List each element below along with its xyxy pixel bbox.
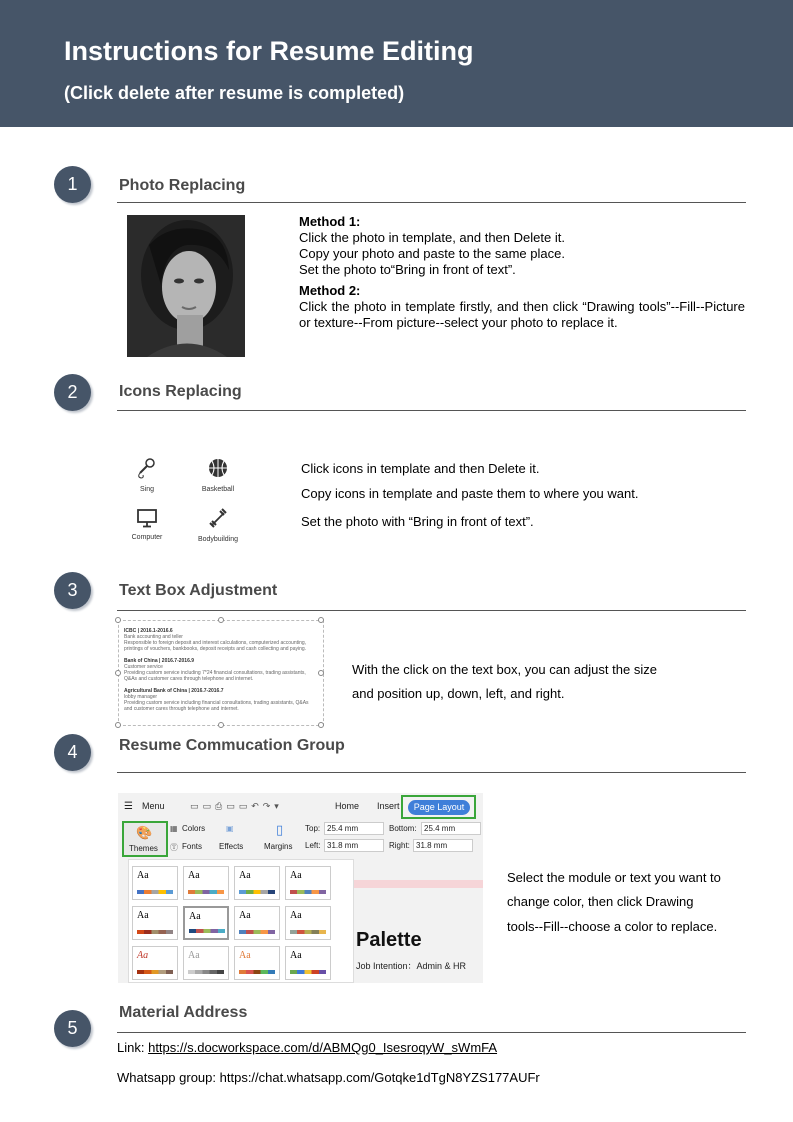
sample-desc: Providing custom service including 7*24 financial consultations, trading assistants, Q&As and customer cares through telephone and internet. bbox=[124, 670, 306, 682]
material-link-row bbox=[117, 1040, 497, 1055]
theme-swatch bbox=[285, 866, 331, 900]
resize-handle bbox=[115, 670, 121, 676]
icon-label: Bodybuilding bbox=[197, 536, 239, 543]
swatch-text: Aa bbox=[137, 910, 149, 921]
section-number-4: 4 bbox=[54, 734, 91, 771]
colors-icon: ▦ bbox=[170, 824, 178, 833]
hamburger-icon: ☰ bbox=[124, 801, 133, 812]
tab-insert: Insert bbox=[377, 801, 400, 811]
icons-line: Set the photo with “Bring in front of text”. bbox=[301, 514, 534, 529]
resize-handle bbox=[318, 670, 324, 676]
page-header bbox=[0, 0, 793, 127]
textbox-sample bbox=[118, 620, 324, 726]
theme-swatch bbox=[132, 906, 178, 940]
icons-line: Copy icons in template and paste them to where you want. bbox=[301, 486, 639, 501]
right-field: 31.8 mm bbox=[413, 839, 473, 852]
theme-swatch bbox=[234, 906, 280, 940]
palette-icon: 🎨 bbox=[136, 825, 153, 840]
icon-item bbox=[183, 456, 253, 493]
method1-line: Copy your photo and paste to the same place. bbox=[299, 246, 565, 261]
resize-handle bbox=[218, 617, 224, 623]
theme-swatch bbox=[285, 946, 331, 980]
tab-home: Home bbox=[335, 801, 360, 811]
ribbon-menu-bar bbox=[118, 793, 483, 819]
sample-head: ICBC | 2016.1-2016.6 bbox=[124, 628, 173, 634]
group-line: tools--Fill--choose a color to replace. bbox=[507, 919, 718, 934]
group-line: Select the module or text you want to bbox=[507, 870, 721, 885]
job-intention: Job Intention：Admin & HR bbox=[356, 961, 467, 971]
page-layout-highlight bbox=[401, 795, 476, 819]
section-title-group: Resume Commucation Group bbox=[119, 737, 345, 754]
icon-item bbox=[112, 508, 182, 541]
basketball-icon bbox=[206, 456, 230, 480]
whatsapp-row bbox=[117, 1070, 540, 1085]
fonts-icon: Ⓣ bbox=[170, 843, 178, 852]
swatch-text: Aa bbox=[239, 950, 251, 961]
palette-heading: Palette bbox=[356, 929, 422, 951]
icon-item bbox=[183, 508, 253, 543]
effects-label: Effects bbox=[219, 842, 244, 851]
margins-label: Margins bbox=[264, 842, 293, 851]
colors-label: Colors bbox=[182, 824, 206, 833]
section-number-2: 2 bbox=[54, 374, 91, 411]
section-divider bbox=[117, 772, 746, 773]
section-divider bbox=[117, 202, 746, 203]
swatch-text: Aa bbox=[189, 911, 201, 922]
swatch-text: Aa bbox=[239, 910, 251, 921]
sample-role: Bank accounting and teller bbox=[124, 634, 183, 640]
icon-label: Computer bbox=[131, 534, 163, 541]
textbox-line: and position up, down, left, and right. bbox=[352, 686, 565, 701]
whatsapp-link[interactable]: https://chat.whatsapp.com/Gotqke1dTgN8YZS177AUFr bbox=[219, 1070, 540, 1085]
menu-label: Menu bbox=[142, 801, 165, 811]
section-divider bbox=[117, 610, 746, 611]
theme-swatch bbox=[132, 946, 178, 980]
swatch-text: Aa bbox=[137, 950, 149, 961]
material-link[interactable]: https://s.docworkspace.com/d/ABMQg0_IsesroqyW_sWmFA bbox=[148, 1040, 498, 1055]
themes-label: Themes bbox=[129, 844, 158, 853]
sample-head: Bank of China | 2016.7-2016.9 bbox=[124, 658, 195, 664]
whatsapp-label: Whatsapp group: bbox=[117, 1070, 217, 1085]
textbox-line: With the click on the text box, you can adjust the size bbox=[352, 662, 657, 677]
swatch-text: Aa bbox=[290, 910, 302, 921]
section-title-material: Material Address bbox=[119, 1004, 248, 1021]
resize-handle bbox=[115, 617, 121, 623]
themes-palette bbox=[128, 859, 354, 983]
resize-handle bbox=[218, 722, 224, 728]
group-line: change color, then click Drawing bbox=[507, 894, 694, 909]
left-field: 31.8 mm bbox=[324, 839, 384, 852]
sample-role: Customer service bbox=[124, 664, 163, 670]
margins-icon: ▯ bbox=[276, 822, 284, 837]
section-title-textbox: Text Box Adjustment bbox=[119, 582, 278, 599]
themes-highlight bbox=[122, 821, 168, 857]
sample-desc: Providing custom service including financial consultations, trading assistants, Q&As and customer cares through telephone and internet. bbox=[124, 700, 309, 712]
section-number-1: 1 bbox=[54, 166, 91, 203]
section-number-3: 3 bbox=[54, 572, 91, 609]
section-number-5: 5 bbox=[54, 1010, 91, 1047]
effects-icon: ▣ bbox=[226, 824, 234, 833]
fonts-label: Fonts bbox=[182, 842, 203, 851]
resize-handle bbox=[318, 617, 324, 623]
right-label: Right: bbox=[389, 841, 410, 850]
photo-instructions bbox=[299, 214, 745, 331]
method2-heading: Method 2: bbox=[299, 283, 361, 298]
tab-page-layout: Page Layout bbox=[408, 800, 470, 815]
section-title-icons: Icons Replacing bbox=[119, 383, 242, 400]
icon-item bbox=[112, 456, 182, 493]
method1-line: Click the photo in template, and then Delete it. bbox=[299, 230, 565, 245]
swatch-text: Aa bbox=[290, 950, 302, 961]
sample-desc: Responsible to foreign deposit and interest calculations, computerized accounting, printings of vouchers, bankbooks, deposit receipts and cash collecting and paying. bbox=[124, 640, 307, 652]
theme-swatch bbox=[183, 946, 229, 980]
theme-swatch bbox=[183, 866, 229, 900]
swatch-text: Aa bbox=[239, 870, 251, 881]
section-title-photo: Photo Replacing bbox=[119, 177, 246, 194]
document-accent-bar bbox=[353, 880, 483, 888]
page-subtitle: (Click delete after resume is completed) bbox=[64, 83, 405, 103]
swatch-text: Aa bbox=[137, 870, 149, 881]
page-title: Instructions for Resume Editing bbox=[64, 36, 474, 66]
sample-role: lobby manager bbox=[124, 694, 158, 700]
swatch-text: Aa bbox=[290, 870, 302, 881]
toolbar-icons: ▭▭⎙▭▭↶↷▾ bbox=[190, 801, 283, 811]
method2-text: Click the photo in template firstly, and then click “Drawing tools”--Fill--Picture or texture--From picture--select your photo to replace it. bbox=[299, 299, 745, 330]
dumbbell-icon bbox=[207, 508, 229, 530]
ribbon-screenshot bbox=[118, 793, 483, 983]
microphone-icon bbox=[135, 456, 159, 480]
bottom-label: Bottom: bbox=[389, 824, 417, 833]
top-label: Top: bbox=[305, 824, 321, 833]
link-label: Link: bbox=[117, 1040, 145, 1055]
ribbon-tools bbox=[118, 819, 483, 857]
sample-photo bbox=[127, 215, 245, 357]
resize-handle bbox=[115, 722, 121, 728]
swatch-text: Aa bbox=[188, 950, 200, 961]
section-divider bbox=[117, 1032, 746, 1033]
computer-icon bbox=[136, 508, 158, 528]
icon-label: Sing bbox=[139, 486, 154, 493]
theme-swatch bbox=[234, 866, 280, 900]
theme-swatch bbox=[132, 866, 178, 900]
resize-handle bbox=[318, 722, 324, 728]
theme-swatch-selected bbox=[183, 906, 229, 940]
theme-swatch bbox=[234, 946, 280, 980]
left-label: Left: bbox=[305, 841, 321, 850]
icon-label: Basketball bbox=[201, 486, 235, 493]
sample-head: Agricultural Bank of China | 2016.7-2016.7 bbox=[124, 688, 224, 694]
top-field: 25.4 mm bbox=[324, 822, 384, 835]
theme-swatch bbox=[285, 906, 331, 940]
icons-line: Click icons in template and then Delete it. bbox=[301, 461, 540, 476]
method1-line: Set the photo to“Bring in front of text”. bbox=[299, 262, 516, 277]
section-divider bbox=[117, 410, 746, 411]
method1-heading: Method 1: bbox=[299, 214, 361, 229]
bottom-field: 25.4 mm bbox=[421, 822, 481, 835]
swatch-text: Aa bbox=[188, 870, 200, 881]
